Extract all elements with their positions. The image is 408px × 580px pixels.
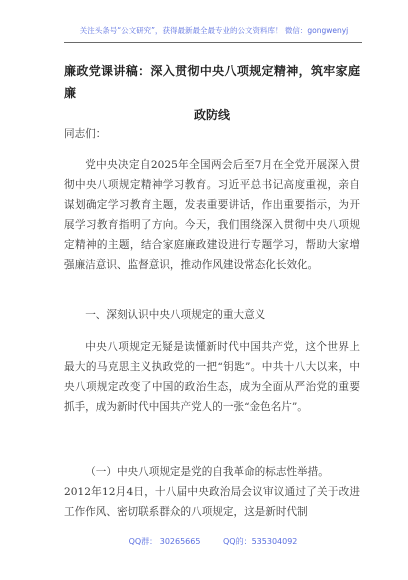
title-line-1: 廉政党课讲稿：深入贯彻中央八项规定精神，筑牢家庭廉 (64, 64, 360, 100)
paragraph-3: 2012年12月4日，十八届中央政治局会议审议通过了关于改进工作作风、密切联系群众的八项规定，这是新时代制 (64, 486, 360, 518)
document-title (64, 60, 360, 126)
paragraph-1: 党中央决定自2025年全国两会后至7月在全党开展深入贯彻中央八项规定精神学习教育。习近平总书记高度重视，亲自谋划确定学习教育主题，发表重要讲话，作出重要指示，为开展学习教育指明了方向。今天，我们围绕深入贯彻中央八项规定精神的主题，结合家庭廉政建设进行专题学习，帮助大家增强廉洁意识、监督意识，推动作风建设常态化长效化。 (64, 159, 360, 271)
paragraph-2: 中央八项规定无疑是读懂新时代中国共产党，这个世界上最大的马克思主义执政党的一把“钥匙”。中共十八大以来，中央八项规定改变了中国的政治生态，成为全面从严治党的重要抓手，成为新时代中国共产党人的一张“金色名片”。 (64, 341, 360, 413)
subsection-heading-1: （一）中央八项规定是党的自我革命的标志性举措。 (85, 466, 329, 478)
title-line-2: 政防线 (193, 108, 230, 122)
footer-contact (64, 536, 362, 548)
footer-qq-number: QQ的：535304092 (223, 537, 298, 546)
header-divider (64, 42, 362, 43)
section-heading-1: 一、深刻认识中央八项规定的重大意义 (85, 309, 266, 321)
greeting: 同志们： (64, 128, 107, 140)
footer-qq-group: QQ群： 30265665 (128, 537, 201, 546)
header-note: 关注头条号“公文研究”，获得最新最全最专业的公文资料库！ 微信：gongwenyj (79, 26, 349, 35)
